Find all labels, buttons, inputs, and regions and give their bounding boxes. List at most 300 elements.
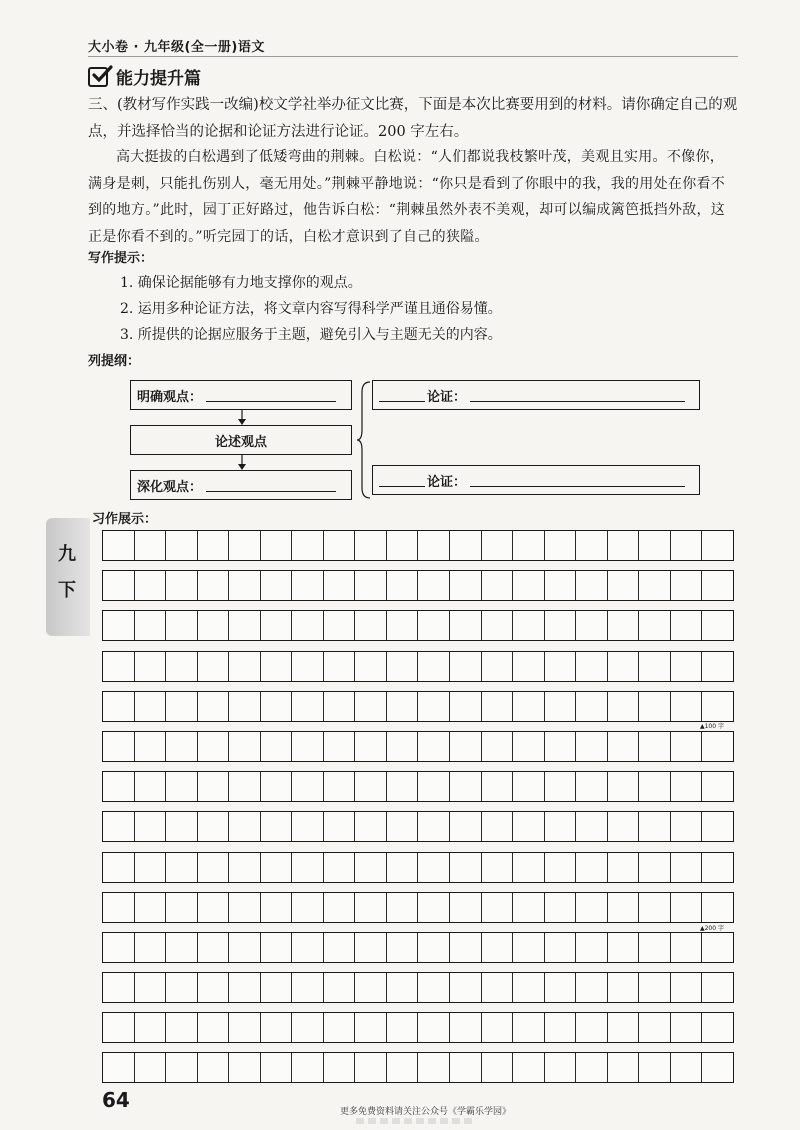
grid-cell[interactable] xyxy=(545,893,577,922)
grid-cell[interactable] xyxy=(639,611,671,640)
grid-cell[interactable] xyxy=(135,611,167,640)
grid-cell[interactable] xyxy=(355,853,387,882)
grid-cell[interactable] xyxy=(418,812,450,841)
grid-cell[interactable] xyxy=(103,571,135,600)
grid-cell[interactable] xyxy=(355,571,387,600)
grid-cell[interactable] xyxy=(292,732,324,761)
grid-cell[interactable] xyxy=(324,1053,356,1082)
grid-cell[interactable] xyxy=(576,531,608,560)
grid-cell[interactable] xyxy=(135,571,167,600)
grid-cell[interactable] xyxy=(135,732,167,761)
composition-grid[interactable] xyxy=(102,530,734,1093)
grid-cell[interactable] xyxy=(387,611,419,640)
grid-cell[interactable] xyxy=(608,1053,640,1082)
grid-cell[interactable] xyxy=(324,772,356,801)
grid-cell[interactable] xyxy=(135,531,167,560)
grid-cell[interactable] xyxy=(229,531,261,560)
grid-cell[interactable] xyxy=(482,1053,514,1082)
grid-cell[interactable] xyxy=(639,772,671,801)
grid-cell[interactable] xyxy=(103,812,135,841)
grid-cell[interactable] xyxy=(387,1053,419,1082)
grid-cell[interactable] xyxy=(387,973,419,1002)
grid-cell[interactable] xyxy=(576,571,608,600)
grid-cell[interactable] xyxy=(198,853,230,882)
grid-cell[interactable] xyxy=(166,893,198,922)
grid-cell[interactable] xyxy=(608,933,640,962)
grid-cell[interactable] xyxy=(576,812,608,841)
grid-cell[interactable] xyxy=(513,1053,545,1082)
grid-cell[interactable] xyxy=(261,531,293,560)
grid-cell[interactable] xyxy=(482,611,514,640)
grid-cell[interactable] xyxy=(482,973,514,1002)
grid-cell[interactable] xyxy=(639,692,671,721)
grid-cell[interactable] xyxy=(418,973,450,1002)
grid-cell[interactable] xyxy=(261,973,293,1002)
grid-cell[interactable] xyxy=(513,732,545,761)
grid-cell[interactable] xyxy=(576,1053,608,1082)
grid-cell[interactable] xyxy=(135,933,167,962)
grid-cell[interactable] xyxy=(387,772,419,801)
grid-cell[interactable] xyxy=(482,772,514,801)
grid-cell[interactable] xyxy=(482,732,514,761)
grid-cell[interactable] xyxy=(198,692,230,721)
grid-cell[interactable] xyxy=(482,531,514,560)
grid-cell[interactable] xyxy=(639,812,671,841)
grid-cell[interactable] xyxy=(513,1013,545,1042)
grid-cell[interactable] xyxy=(103,893,135,922)
grid-cell[interactable] xyxy=(545,611,577,640)
grid-cell[interactable] xyxy=(608,1013,640,1042)
grid-cell[interactable] xyxy=(324,571,356,600)
grid-cell[interactable] xyxy=(418,1013,450,1042)
grid-cell[interactable] xyxy=(103,772,135,801)
grid-cell[interactable] xyxy=(261,732,293,761)
grid-cell[interactable] xyxy=(355,1053,387,1082)
grid-cell[interactable] xyxy=(229,893,261,922)
grid-cell[interactable] xyxy=(261,893,293,922)
grid-cell[interactable] xyxy=(229,732,261,761)
grid-cell[interactable] xyxy=(576,692,608,721)
grid-cell[interactable] xyxy=(198,732,230,761)
grid-cell[interactable] xyxy=(261,652,293,681)
grid-cell[interactable] xyxy=(702,812,733,841)
grid-cell[interactable] xyxy=(166,692,198,721)
grid-cell[interactable] xyxy=(513,853,545,882)
grid-cell[interactable] xyxy=(166,652,198,681)
grid-cell[interactable] xyxy=(166,611,198,640)
grid-cell[interactable] xyxy=(135,853,167,882)
grid-cell[interactable] xyxy=(702,772,733,801)
grid-cell[interactable] xyxy=(229,973,261,1002)
grid-cell[interactable] xyxy=(671,1053,703,1082)
grid-cell[interactable] xyxy=(324,973,356,1002)
grid-cell[interactable] xyxy=(355,893,387,922)
grid-cell[interactable] xyxy=(513,933,545,962)
grid-cell[interactable] xyxy=(166,1053,198,1082)
grid-cell[interactable] xyxy=(198,812,230,841)
grid-cell[interactable] xyxy=(639,893,671,922)
grid-cell[interactable] xyxy=(608,652,640,681)
grid-cell[interactable] xyxy=(292,973,324,1002)
grid-cell[interactable] xyxy=(513,571,545,600)
grid-cell[interactable] xyxy=(482,692,514,721)
grid-cell[interactable] xyxy=(702,893,733,922)
grid-cell[interactable] xyxy=(324,1013,356,1042)
grid-cell[interactable] xyxy=(702,692,733,721)
grid-cell[interactable] xyxy=(576,732,608,761)
grid-cell[interactable] xyxy=(387,893,419,922)
grid-cell[interactable] xyxy=(355,933,387,962)
grid-cell[interactable] xyxy=(639,933,671,962)
grid-cell[interactable] xyxy=(450,1013,482,1042)
grid-cell[interactable] xyxy=(166,531,198,560)
grid-cell[interactable] xyxy=(261,933,293,962)
grid-cell[interactable] xyxy=(387,812,419,841)
grid-cell[interactable] xyxy=(513,531,545,560)
grid-cell[interactable] xyxy=(608,812,640,841)
grid-cell[interactable] xyxy=(103,611,135,640)
grid-cell[interactable] xyxy=(103,933,135,962)
grid-cell[interactable] xyxy=(103,732,135,761)
grid-cell[interactable] xyxy=(608,692,640,721)
grid-cell[interactable] xyxy=(639,531,671,560)
grid-cell[interactable] xyxy=(513,973,545,1002)
grid-row[interactable] xyxy=(102,731,734,762)
grid-cell[interactable] xyxy=(671,973,703,1002)
grid-cell[interactable] xyxy=(261,571,293,600)
grid-cell[interactable] xyxy=(671,652,703,681)
grid-cell[interactable] xyxy=(545,853,577,882)
grid-cell[interactable] xyxy=(545,812,577,841)
grid-cell[interactable] xyxy=(355,611,387,640)
grid-cell[interactable] xyxy=(545,1053,577,1082)
grid-cell[interactable] xyxy=(166,853,198,882)
grid-cell[interactable] xyxy=(292,1053,324,1082)
grid-cell[interactable] xyxy=(135,1053,167,1082)
grid-cell[interactable] xyxy=(639,1053,671,1082)
grid-cell[interactable] xyxy=(576,1013,608,1042)
grid-cell[interactable] xyxy=(545,933,577,962)
grid-cell[interactable] xyxy=(482,893,514,922)
grid-cell[interactable] xyxy=(229,853,261,882)
grid-cell[interactable] xyxy=(576,933,608,962)
grid-cell[interactable] xyxy=(261,812,293,841)
grid-cell[interactable] xyxy=(545,571,577,600)
grid-cell[interactable] xyxy=(135,973,167,1002)
grid-cell[interactable] xyxy=(324,531,356,560)
grid-cell[interactable] xyxy=(355,652,387,681)
grid-cell[interactable] xyxy=(671,531,703,560)
grid-cell[interactable] xyxy=(387,531,419,560)
grid-cell[interactable] xyxy=(450,732,482,761)
grid-cell[interactable] xyxy=(513,812,545,841)
grid-cell[interactable] xyxy=(639,853,671,882)
grid-cell[interactable] xyxy=(387,853,419,882)
grid-cell[interactable] xyxy=(355,973,387,1002)
grid-cell[interactable] xyxy=(639,973,671,1002)
grid-cell[interactable] xyxy=(639,732,671,761)
grid-cell[interactable] xyxy=(355,692,387,721)
proof-content-blank-1[interactable] xyxy=(470,389,685,402)
grid-cell[interactable] xyxy=(229,812,261,841)
grid-cell[interactable] xyxy=(608,571,640,600)
grid-cell[interactable] xyxy=(387,692,419,721)
grid-cell[interactable] xyxy=(292,1013,324,1042)
grid-cell[interactable] xyxy=(576,652,608,681)
grid-cell[interactable] xyxy=(450,933,482,962)
grid-cell[interactable] xyxy=(355,732,387,761)
grid-cell[interactable] xyxy=(671,571,703,600)
grid-cell[interactable] xyxy=(608,772,640,801)
grid-row[interactable] xyxy=(102,852,734,883)
grid-cell[interactable] xyxy=(292,652,324,681)
grid-cell[interactable] xyxy=(482,1013,514,1042)
grid-row[interactable] xyxy=(102,610,734,641)
grid-cell[interactable] xyxy=(608,531,640,560)
grid-cell[interactable] xyxy=(450,772,482,801)
grid-cell[interactable] xyxy=(482,652,514,681)
grid-cell[interactable] xyxy=(229,933,261,962)
grid-cell[interactable] xyxy=(292,772,324,801)
grid-cell[interactable] xyxy=(418,893,450,922)
grid-cell[interactable] xyxy=(103,973,135,1002)
grid-cell[interactable] xyxy=(702,853,733,882)
grid-row[interactable] xyxy=(102,972,734,1003)
grid-cell[interactable] xyxy=(261,611,293,640)
grid-row[interactable] xyxy=(102,651,734,682)
grid-cell[interactable] xyxy=(450,973,482,1002)
grid-cell[interactable] xyxy=(671,1013,703,1042)
grid-cell[interactable] xyxy=(450,652,482,681)
grid-cell[interactable] xyxy=(482,812,514,841)
grid-cell[interactable] xyxy=(671,772,703,801)
grid-cell[interactable] xyxy=(418,933,450,962)
grid-cell[interactable] xyxy=(450,812,482,841)
grid-cell[interactable] xyxy=(229,571,261,600)
grid-cell[interactable] xyxy=(671,933,703,962)
grid-cell[interactable] xyxy=(166,732,198,761)
grid-cell[interactable] xyxy=(702,571,733,600)
grid-cell[interactable] xyxy=(292,933,324,962)
grid-cell[interactable] xyxy=(166,571,198,600)
grid-cell[interactable] xyxy=(418,692,450,721)
grid-cell[interactable] xyxy=(198,893,230,922)
grid-cell[interactable] xyxy=(355,772,387,801)
grid-cell[interactable] xyxy=(229,772,261,801)
grid-cell[interactable] xyxy=(261,853,293,882)
grid-row[interactable] xyxy=(102,811,734,842)
grid-cell[interactable] xyxy=(292,812,324,841)
grid-cell[interactable] xyxy=(576,853,608,882)
grid-cell[interactable] xyxy=(198,772,230,801)
grid-cell[interactable] xyxy=(103,1013,135,1042)
grid-cell[interactable] xyxy=(450,893,482,922)
grid-cell[interactable] xyxy=(198,1053,230,1082)
grid-cell[interactable] xyxy=(198,571,230,600)
proof-content-blank-2[interactable] xyxy=(470,474,685,487)
grid-cell[interactable] xyxy=(450,853,482,882)
grid-cell[interactable] xyxy=(324,732,356,761)
grid-cell[interactable] xyxy=(608,853,640,882)
grid-cell[interactable] xyxy=(324,652,356,681)
grid-cell[interactable] xyxy=(292,853,324,882)
grid-cell[interactable] xyxy=(450,571,482,600)
grid-cell[interactable] xyxy=(292,531,324,560)
grid-cell[interactable] xyxy=(576,611,608,640)
grid-cell[interactable] xyxy=(608,973,640,1002)
grid-cell[interactable] xyxy=(103,1053,135,1082)
grid-cell[interactable] xyxy=(545,732,577,761)
grid-cell[interactable] xyxy=(261,1053,293,1082)
grid-cell[interactable] xyxy=(135,893,167,922)
grid-cell[interactable] xyxy=(387,652,419,681)
grid-cell[interactable] xyxy=(229,1053,261,1082)
grid-cell[interactable] xyxy=(324,812,356,841)
grid-cell[interactable] xyxy=(450,1053,482,1082)
grid-cell[interactable] xyxy=(639,1013,671,1042)
grid-cell[interactable] xyxy=(229,1013,261,1042)
grid-cell[interactable] xyxy=(545,652,577,681)
grid-cell[interactable] xyxy=(324,853,356,882)
grid-cell[interactable] xyxy=(482,571,514,600)
grid-cell[interactable] xyxy=(387,571,419,600)
grid-cell[interactable] xyxy=(292,692,324,721)
grid-cell[interactable] xyxy=(608,732,640,761)
grid-cell[interactable] xyxy=(545,531,577,560)
grid-cell[interactable] xyxy=(166,1013,198,1042)
grid-cell[interactable] xyxy=(702,611,733,640)
grid-cell[interactable] xyxy=(229,652,261,681)
grid-cell[interactable] xyxy=(103,692,135,721)
grid-cell[interactable] xyxy=(198,611,230,640)
grid-cell[interactable] xyxy=(261,692,293,721)
grid-cell[interactable] xyxy=(418,611,450,640)
grid-cell[interactable] xyxy=(482,853,514,882)
grid-cell[interactable] xyxy=(545,1013,577,1042)
grid-cell[interactable] xyxy=(418,652,450,681)
grid-cell[interactable] xyxy=(166,973,198,1002)
grid-cell[interactable] xyxy=(513,611,545,640)
grid-row[interactable] xyxy=(102,691,734,722)
grid-cell[interactable] xyxy=(355,812,387,841)
grid-cell[interactable] xyxy=(702,531,733,560)
grid-cell[interactable] xyxy=(418,571,450,600)
grid-cell[interactable] xyxy=(671,853,703,882)
grid-cell[interactable] xyxy=(450,611,482,640)
grid-cell[interactable] xyxy=(418,732,450,761)
grid-cell[interactable] xyxy=(576,772,608,801)
grid-cell[interactable] xyxy=(198,531,230,560)
grid-cell[interactable] xyxy=(545,692,577,721)
grid-cell[interactable] xyxy=(702,933,733,962)
grid-cell[interactable] xyxy=(482,933,514,962)
grid-cell[interactable] xyxy=(418,531,450,560)
grid-cell[interactable] xyxy=(198,933,230,962)
grid-cell[interactable] xyxy=(198,1013,230,1042)
deepen-view-blank[interactable] xyxy=(206,479,336,492)
grid-cell[interactable] xyxy=(671,732,703,761)
clear-view-blank[interactable] xyxy=(206,389,336,402)
grid-cell[interactable] xyxy=(387,1013,419,1042)
grid-cell[interactable] xyxy=(103,531,135,560)
grid-cell[interactable] xyxy=(576,973,608,1002)
grid-cell[interactable] xyxy=(135,692,167,721)
grid-cell[interactable] xyxy=(198,973,230,1002)
grid-cell[interactable] xyxy=(135,772,167,801)
grid-cell[interactable] xyxy=(702,1013,733,1042)
grid-cell[interactable] xyxy=(135,1013,167,1042)
grid-cell[interactable] xyxy=(418,853,450,882)
grid-row[interactable] xyxy=(102,570,734,601)
grid-cell[interactable] xyxy=(702,1053,733,1082)
grid-cell[interactable] xyxy=(702,652,733,681)
grid-cell[interactable] xyxy=(103,652,135,681)
grid-cell[interactable] xyxy=(261,772,293,801)
grid-cell[interactable] xyxy=(702,973,733,1002)
grid-cell[interactable] xyxy=(671,812,703,841)
grid-cell[interactable] xyxy=(639,571,671,600)
grid-row[interactable] xyxy=(102,892,734,923)
grid-cell[interactable] xyxy=(702,732,733,761)
grid-cell[interactable] xyxy=(545,973,577,1002)
grid-cell[interactable] xyxy=(513,772,545,801)
grid-cell[interactable] xyxy=(229,611,261,640)
grid-cell[interactable] xyxy=(166,772,198,801)
grid-cell[interactable] xyxy=(166,812,198,841)
grid-cell[interactable] xyxy=(229,692,261,721)
grid-cell[interactable] xyxy=(418,772,450,801)
grid-cell[interactable] xyxy=(198,652,230,681)
grid-row[interactable] xyxy=(102,932,734,963)
grid-row[interactable] xyxy=(102,771,734,802)
grid-cell[interactable] xyxy=(324,611,356,640)
proof-method-blank-2[interactable] xyxy=(379,474,425,487)
grid-cell[interactable] xyxy=(355,1013,387,1042)
grid-cell[interactable] xyxy=(450,531,482,560)
grid-row[interactable] xyxy=(102,530,734,561)
grid-cell[interactable] xyxy=(418,1053,450,1082)
grid-cell[interactable] xyxy=(103,853,135,882)
grid-cell[interactable] xyxy=(355,531,387,560)
grid-cell[interactable] xyxy=(292,571,324,600)
grid-cell[interactable] xyxy=(292,611,324,640)
grid-cell[interactable] xyxy=(513,893,545,922)
grid-cell[interactable] xyxy=(261,1013,293,1042)
grid-cell[interactable] xyxy=(450,692,482,721)
grid-cell[interactable] xyxy=(576,893,608,922)
grid-cell[interactable] xyxy=(166,933,198,962)
grid-cell[interactable] xyxy=(324,893,356,922)
grid-cell[interactable] xyxy=(387,732,419,761)
grid-cell[interactable] xyxy=(513,652,545,681)
grid-cell[interactable] xyxy=(324,933,356,962)
grid-cell[interactable] xyxy=(608,893,640,922)
grid-row[interactable] xyxy=(102,1012,734,1043)
grid-cell[interactable] xyxy=(545,772,577,801)
grid-cell[interactable] xyxy=(639,652,671,681)
grid-cell[interactable] xyxy=(324,692,356,721)
grid-cell[interactable] xyxy=(671,611,703,640)
proof-method-blank-1[interactable] xyxy=(379,389,425,402)
grid-cell[interactable] xyxy=(671,893,703,922)
grid-cell[interactable] xyxy=(671,692,703,721)
grid-cell[interactable] xyxy=(387,933,419,962)
grid-cell[interactable] xyxy=(135,652,167,681)
grid-cell[interactable] xyxy=(135,812,167,841)
grid-cell[interactable] xyxy=(292,893,324,922)
grid-row[interactable] xyxy=(102,1052,734,1083)
grid-cell[interactable] xyxy=(608,611,640,640)
